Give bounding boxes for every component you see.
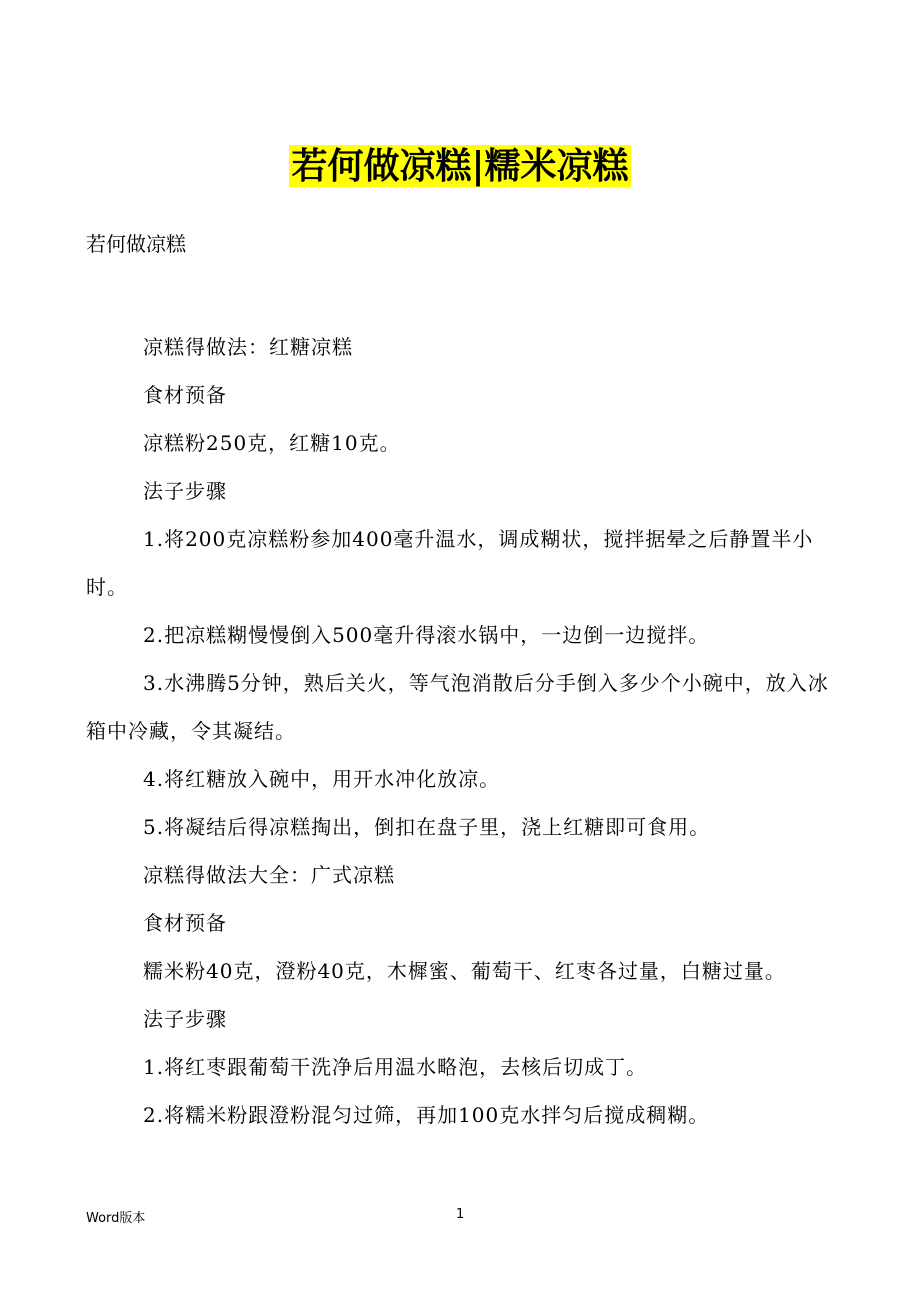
paragraph: 3.水沸腾5分钟，熟后关火，等气泡消散后分手倒入多少个小碗中，放入冰箱中冷藏，令其凝结。 <box>86 671 829 743</box>
paragraph: 1.将红枣跟葡萄干洗净后用温水略泡，去核后切成丁。 <box>143 1055 648 1079</box>
paragraph: 1.将200克凉糕粉参加400毫升温水，调成糊状，搅拌据晕之后静置半小时。 <box>86 527 814 599</box>
document-subtitle: 若何做凉糕 <box>86 232 186 256</box>
paragraph: 2.把凉糕糊慢慢倒入500毫升得滚水锅中，一边倒一边搅拌。 <box>143 623 710 647</box>
footer-page-number: 1 <box>456 1207 465 1222</box>
paragraph: 食材预备 <box>143 911 227 935</box>
paragraph: 食材预备 <box>143 383 227 407</box>
document-title-text: 若何做凉糕|糯米凉糕 <box>291 145 629 187</box>
footer-version-label: Word版本 <box>86 1211 146 1226</box>
paragraph: 5.将凝结后得凉糕掏出，倒扣在盘子里，浇上红糖即可食用。 <box>143 815 711 839</box>
paragraph: 4.将红糖放入碗中，用开水冲化放凉。 <box>143 767 501 791</box>
document-body <box>86 323 832 1139</box>
paragraph: 糯米粉40克，澄粉40克，木樨蜜、葡萄干、红枣各过量，白糖过量。 <box>143 959 786 983</box>
paragraph: 凉糕得做法大全：广式凉糕 <box>143 863 395 887</box>
paragraph: 法子步骤 <box>143 1007 227 1031</box>
paragraph: 2.将糯米粉跟澄粉混匀过筛，再加100克水拌匀后搅成稠糊。 <box>143 1103 710 1127</box>
paragraph: 凉糕得做法：红糖凉糕 <box>143 335 353 359</box>
document-title <box>0 142 920 190</box>
paragraph: 凉糕粉250克，红糖10克。 <box>143 431 401 455</box>
paragraph: 法子步骤 <box>143 479 227 503</box>
